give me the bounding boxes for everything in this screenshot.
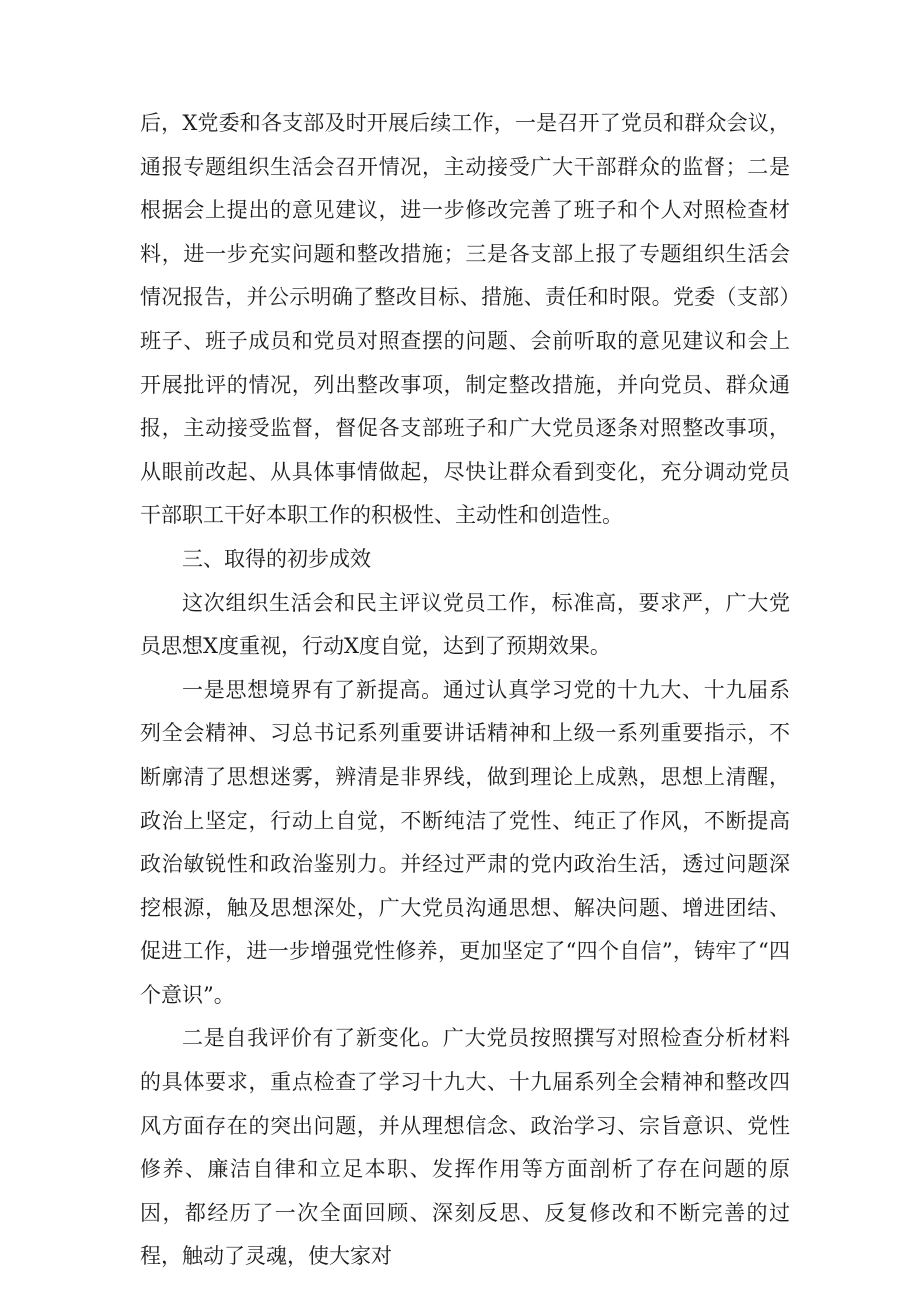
paragraph-point-two: 二是自我评价有了新变化。广大党员按照撰写对照检查分析材料的具体要求，重点检查了学习十九大、十九届系列全会精神和整改四风方面存在的突出问题，并从理想信念、政治学习、宗旨意识、党性修养、廉洁自律和立足本职、发挥作用等方面剖析了存在问题的原因，都经历了一次全面回顾、深刻反思、反复修改和不断完善的过程，触动了灵魂，使大家对: [140, 1026, 790, 1269]
paragraph-point-one: 一是思想境界有了新提高。通过认真学习党的十九大、十九届系列全会精神、习总书记系列重要讲话精神和上级一系列重要指示，不断廓清了思想迷雾，辨清是非界线，做到理论上成熟，思想上清醒，政治上坚定，行动上自觉，不断纯洁了党性、纯正了作风，不断提高政治敏锐性和政治鉴别力。并经过严肃的党内政治生活，透过问题深挖根源，触及思想深处，广大党员沟通思想、解决问题、增进团结、促进工作，进一步增强党性修养，更加坚定了“四个自信”，铸牢了“四个意识”。: [140, 677, 790, 1007]
document-body: [140, 102, 790, 1279]
section-heading: 三、取得的初步成效: [182, 546, 371, 571]
paragraph-intro: 这次组织生活会和民主评议党员工作，标准高，要求严，广大党员思想X度重视，行动X度自觉，达到了预期效果。: [140, 590, 790, 659]
paragraph-continuation: 后，X党委和各支部及时开展后续工作，一是召开了党员和群众会议，通报专题组织生活会召开情况，主动接受广大干部群众的监督；二是根据会上提出的意见建议，进一步修改完善了班子和个人对照检查材料，进一步充实问题和整改措施；三是各支部上报了专题组织生活会情况报告，并公示明确了整改目标、措施、责任和时限。党委（支部）班子、班子成员和党员对照查摆的问题、会前听取的意见建议和会上开展批评的情况，列出整改事项，制定整改措施，并向党员、群众通报，主动接受监督，督促各支部班子和广大党员逐条对照整改事项，从眼前改起、从具体事情做起，尽快让群众看到变化，充分调动党员干部职工干好本职工作的积极性、主动性和创造性。: [140, 111, 790, 528]
